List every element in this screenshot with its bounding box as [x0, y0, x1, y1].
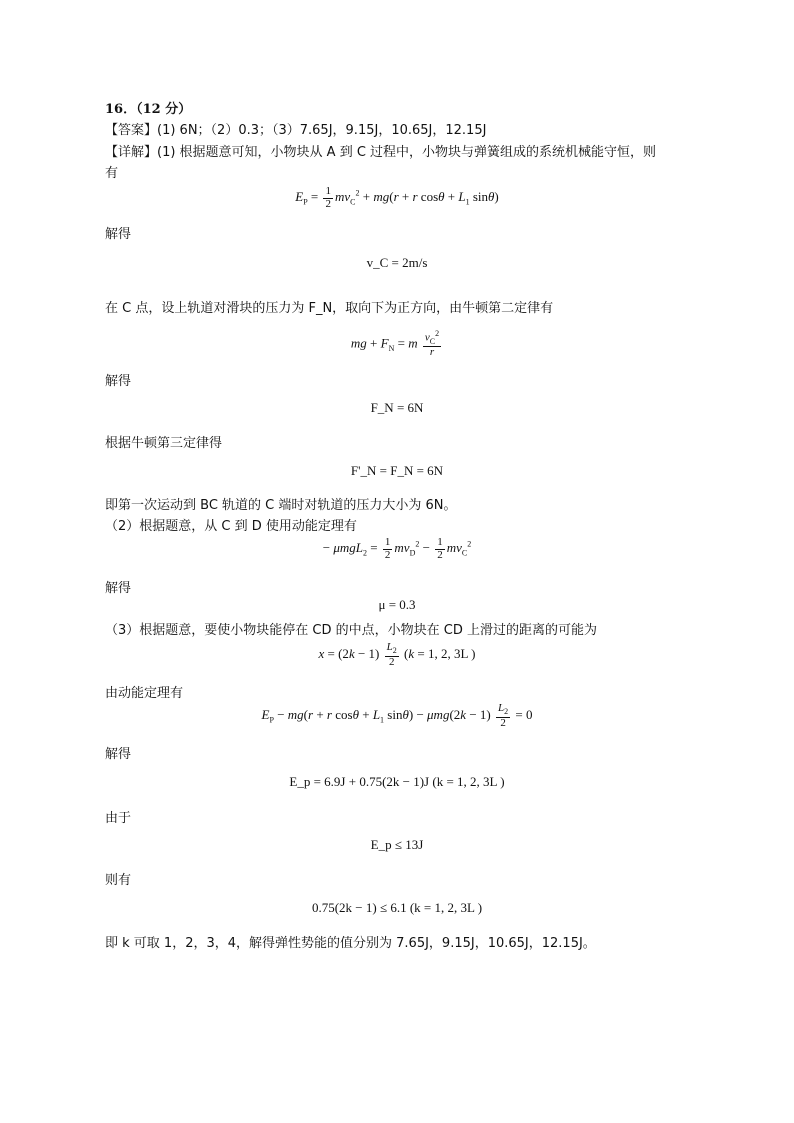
part2-intro: （2）根据题意，从 C 到 D 使用动能定理有 [105, 519, 357, 534]
question-title: 16．（12 分） [105, 102, 192, 117]
then-label: 则有 [105, 873, 132, 888]
equation-ep-result: E_p = 6.9J + 0.75(2k − 1)J (k = 1, 2, 3L ) [289, 774, 505, 789]
theorem-label: 由动能定理有 [105, 686, 184, 701]
equation-fn-result: F_N = 6N [370, 400, 424, 415]
equation-mu-result: μ = 0.3 [378, 597, 416, 612]
part3-intro: （3）根据题意，要使小物块能停在 CD 的中点，小物块在 CD 上滑过的距离的可能为 [105, 623, 597, 638]
detail-intro-line-2: 有 [105, 166, 119, 181]
equation-ep-limit: E_p ≤ 13J [370, 837, 424, 852]
solve-label-3: 解得 [105, 581, 132, 596]
c-point-text: 在 C 点，设上轨道对滑块的压力为 F_N，取向下为正方向，由牛顿第二定律有 [105, 301, 554, 316]
equation-vc-result: v_C = 2m/s [366, 255, 428, 270]
equation-energy-full: $E_P - mg(r + r$ $\cos\theta + L_1$ sinθ) − μmg(2k − 1) $\frac{L_2}{2}$ = 0 [261, 702, 533, 729]
answer-line: 【答案】(1) 6N；（2）0.3；（3）7.65J，9.15J，10.65J，12.15J [105, 123, 487, 138]
solve-label-2: 解得 [105, 374, 132, 389]
solve-label-1: 解得 [105, 227, 132, 242]
equation-distance: x = (2k − 1) $\frac{L_2}{2}$ (k = 1, 2, 3L ) [318, 641, 476, 668]
solve-label-4: 解得 [105, 747, 132, 762]
equation-newton-second-law: mg + $F_N = m$ $\frac{v_C^2}{r}$ [350, 329, 440, 359]
since-label: 由于 [105, 811, 132, 826]
part1-conclusion: 即第一次运动到 BC 轨道的 C 端时对轨道的压力大小为 6N。 [105, 498, 457, 513]
third-law-text: 根据牛顿第三定律得 [105, 436, 223, 451]
final-conclusion: 即 k 可取 1，2，3，4，解得弹性势能的值分别为 7.65J，9.15J，10.65J，12.15J。 [105, 936, 596, 951]
equation-fn-prime: F'_N = F_N = 6N [350, 463, 444, 478]
equation-inequality: 0.75(2k − 1) ≤ 6.1 (k = 1, 2, 3L ) [311, 900, 483, 915]
equation-energy-conservation: $E_P$ = $\frac{1}{2}$ $mv_C^2 + mg(r + r$ $\cos\theta + L_1$ sinθ) [295, 185, 499, 210]
equation-work-energy-cd: − μmgL$_2$ = $\frac{1}{2}$ $mv_D^2$ − $\frac{1}{2}$ $mv_C^2$ [322, 536, 472, 561]
detail-intro-line-1: 【详解】(1) 根据题意可知，小物块从 A 到 C 过程中，小物块与弹簧组成的系统机械能守恒，则 [105, 145, 657, 160]
